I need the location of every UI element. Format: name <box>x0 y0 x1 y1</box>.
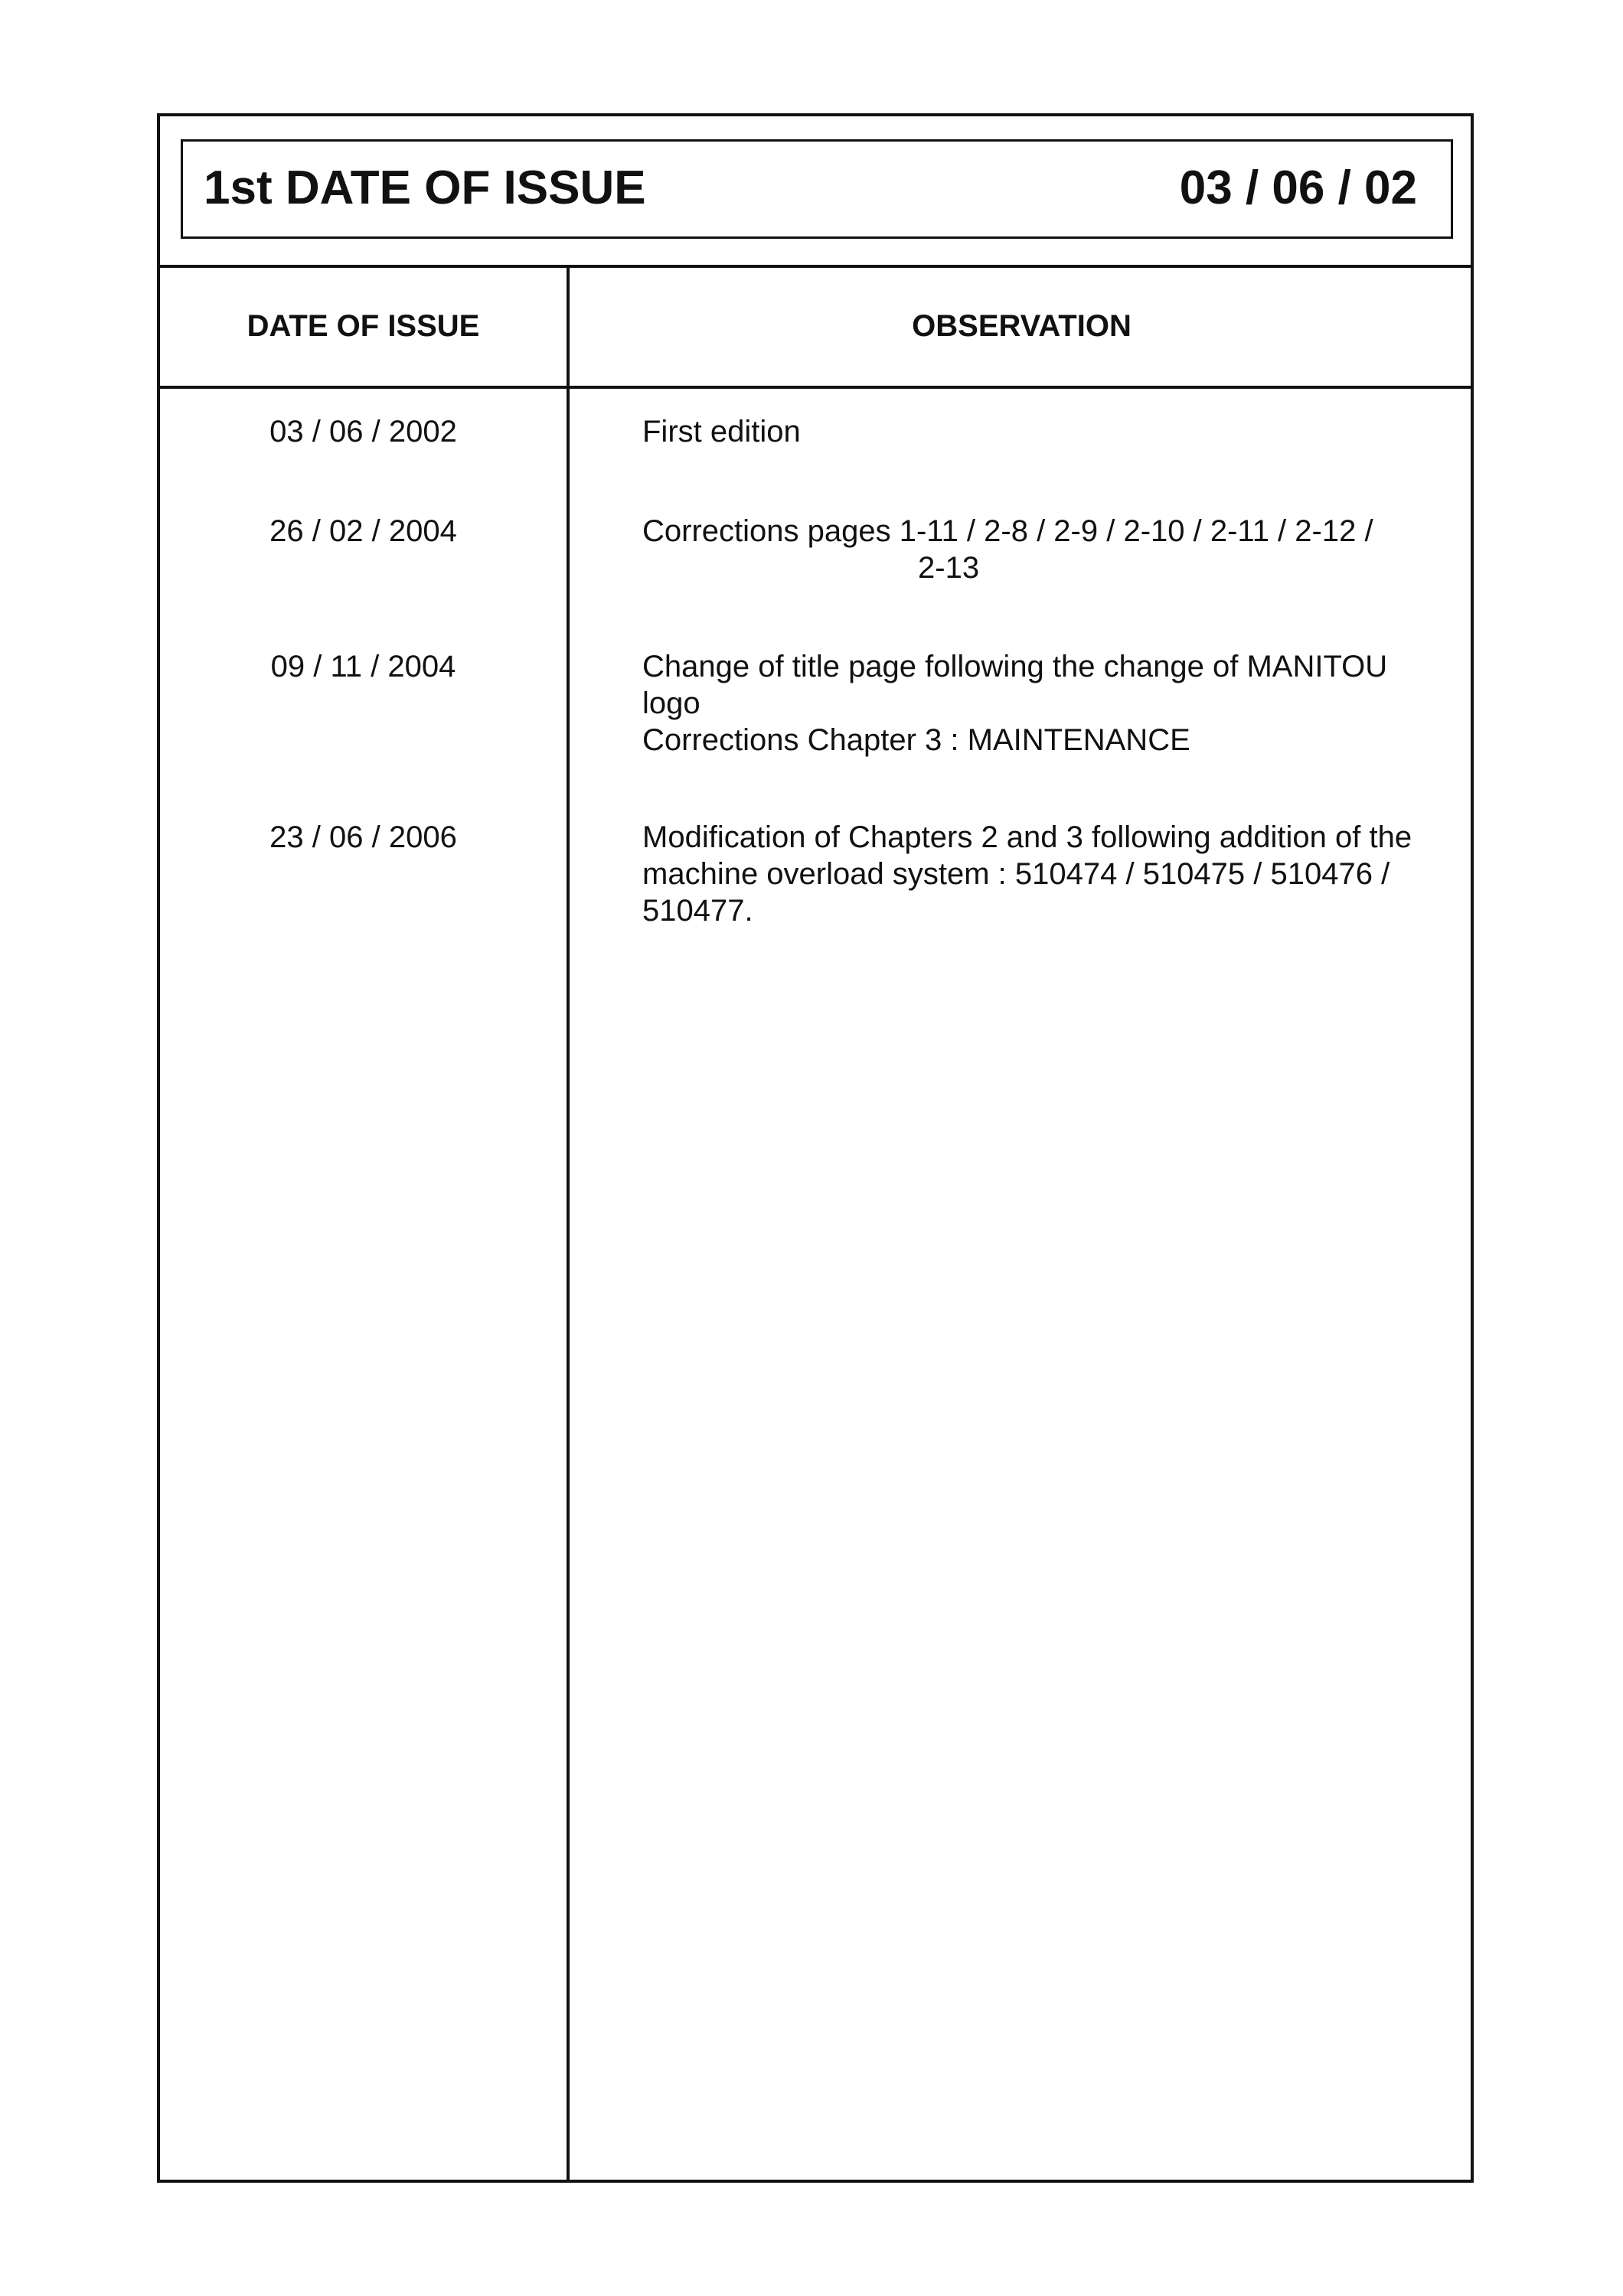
revision-date: 26 / 02 / 2004 <box>269 514 457 548</box>
revision-observation <box>642 413 1477 450</box>
column-divider <box>567 265 570 2180</box>
observation-line: Corrections Chapter 3 : MAINTENANCE <box>642 723 1190 757</box>
table-header-rule <box>160 386 1471 389</box>
first-issue-date: 03 / 06 / 02 <box>1179 161 1417 214</box>
observation-line: logo <box>642 687 700 720</box>
revision-date: 03 / 06 / 2002 <box>269 415 457 448</box>
observation-line: Change of title page following the change of MANITOU <box>642 650 1388 683</box>
observation-line: Corrections pages 1-11 / 2-8 / 2-9 / 2-10 / 2-11 / 2-12 / <box>642 514 1373 548</box>
revision-date: 09 / 11 / 2004 <box>270 650 456 683</box>
observation-line: Modification of Chapters 2 and 3 following addition of the <box>642 820 1412 854</box>
observation-line: 2-13 <box>918 551 980 585</box>
revision-date: 23 / 06 / 2006 <box>269 820 457 854</box>
revision-observation <box>642 648 1477 758</box>
revision-record-frame <box>157 113 1474 2183</box>
column-header-observation: OBSERVATION <box>912 308 1132 343</box>
revision-observation <box>642 819 1477 929</box>
first-issue-header <box>181 139 1453 239</box>
column-header-date: DATE OF ISSUE <box>247 308 480 343</box>
observation-line: First edition <box>642 415 801 448</box>
revision-observation <box>642 513 1477 586</box>
first-issue-label: 1st DATE OF ISSUE <box>204 161 646 214</box>
observation-line: machine overload system : 510474 / 510475 / 510476 / <box>642 857 1390 891</box>
observation-line: 510477. <box>642 894 753 928</box>
